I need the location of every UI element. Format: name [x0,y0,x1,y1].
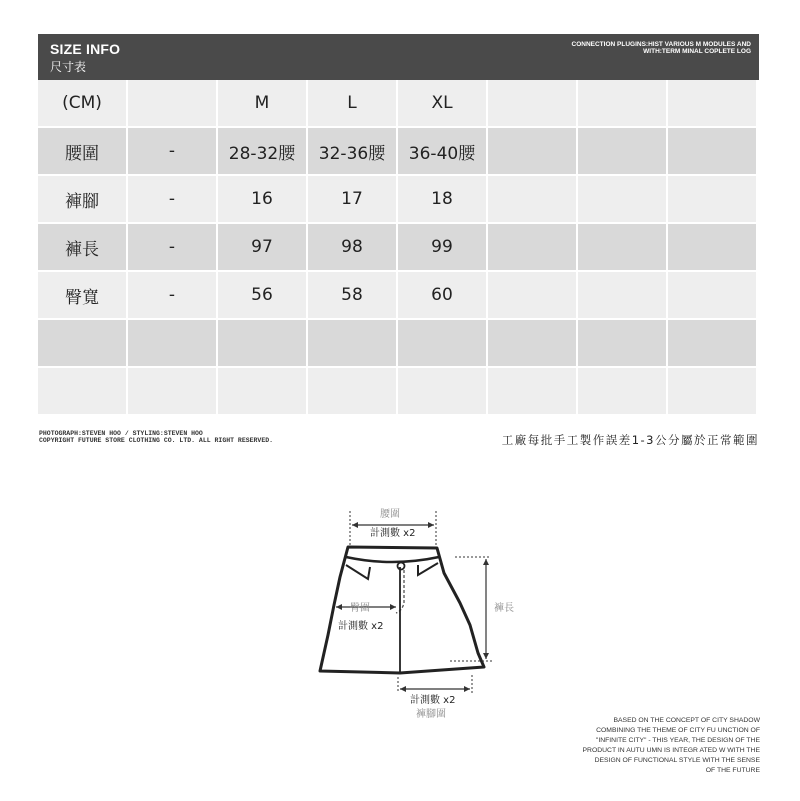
table-cell [667,175,756,223]
table-cell [577,127,667,175]
header-note [572,41,751,55]
table-cell: 臀寬 [38,271,127,319]
table-cell: 褲腳 [38,175,127,223]
table-cell [577,80,667,127]
table-header-row [38,80,756,127]
table-cell: 腰圍 [38,127,127,175]
table-cell: 32-36腰 [307,127,397,175]
concept-line: BASED ON THE CONCEPT OF CITY SHADOW [613,717,760,724]
table-cell [667,271,756,319]
table-cell: 18 [397,175,487,223]
table-cell: 褲長 [38,223,127,271]
table-cell [307,319,397,367]
table-row [38,223,756,271]
table-cell [397,367,487,415]
concept-line: "INFINITE CITY" - THIS YEAR, THE DESIGN OF THE [595,737,760,744]
concept-line: DESIGN OF FUNCTIONAL STYLE WITH THE SENSE [594,757,760,764]
hip-measure-label: 計測數 x2 [338,621,384,632]
size-info-header [38,34,759,80]
header-subtitle: 尺寸表 [50,60,87,74]
table-cell [217,319,307,367]
table-cell: 36-40腰 [397,127,487,175]
table-cell [487,175,577,223]
table-cell: - [127,175,217,223]
concept-text [583,716,760,776]
table-cell [487,223,577,271]
table-row [38,127,756,175]
header-title: SIZE INFO [50,41,121,57]
table-cell [397,319,487,367]
table-row [38,367,756,415]
hem-measure-label: 計測數 x2 [410,695,456,706]
table-cell [667,319,756,367]
hip-label: 臀圍 [350,603,370,614]
table-cell [487,367,577,415]
table-cell: 16 [217,175,307,223]
table-cell [217,367,307,415]
garment-measurement-diagram [300,495,540,725]
table-cell [127,367,217,415]
table-row [38,175,756,223]
credit-line: PHOTOGRAPH:STEVEN HOO / STYLING:STEVEN HOO [39,430,203,437]
table-cell [577,319,667,367]
table-cell [127,80,217,127]
table-cell: XL [397,80,487,127]
size-table [38,80,756,416]
measurement-disclaimer: 工廠每批手工製作誤差1-3公分屬於正常範圍 [501,433,759,447]
table-cell [127,319,217,367]
table-cell: (CM) [38,80,127,127]
table-cell: 58 [307,271,397,319]
hem-label: 褲腳圍 [416,709,446,720]
table-cell [487,271,577,319]
concept-line: PRODUCT IN AUTU UMN IS INTEGR ATED W WITH THE [582,747,760,754]
concept-line: COMBINING THE THEME OF CITY FU UNCTION OF [596,727,760,734]
table-row [38,271,756,319]
table-cell [667,223,756,271]
waist-measure-label: 計測數 x2 [370,528,416,539]
table-cell: 97 [217,223,307,271]
table-cell [577,367,667,415]
table-cell [38,319,127,367]
table-cell [307,367,397,415]
table-cell: - [127,127,217,175]
credit-line: COPYRIGHT FUTURE STORE CLOTHING CO. LTD. ALL RIGHT RESERVED. [39,437,274,444]
table-cell [577,271,667,319]
table-cell [487,319,577,367]
table-row [38,319,756,367]
table-cell [38,367,127,415]
header-note-line: CONNECTION PLUGINS:HIST VARIOUS M MODULES AND [571,41,751,48]
concept-line: OF THE FUTURE [705,767,760,774]
table-cell [487,127,577,175]
table-cell: 17 [307,175,397,223]
header-note-line: WITH:TERM MINAL COPLETE LOG [643,48,751,55]
table-cell: 98 [307,223,397,271]
table-cell: 60 [397,271,487,319]
length-label: 褲長 [494,603,514,614]
table-cell: L [307,80,397,127]
table-cell [577,175,667,223]
table-cell: - [127,271,217,319]
table-cell [577,223,667,271]
table-cell: - [127,223,217,271]
table-cell: M [217,80,307,127]
table-cell: 99 [397,223,487,271]
table-cell [487,80,577,127]
waist-label: 腰圍 [380,509,400,520]
table-cell: 28-32腰 [217,127,307,175]
photo-credits [39,430,273,444]
table-cell [667,367,756,415]
table-cell: 56 [217,271,307,319]
table-cell [667,127,756,175]
table-cell [667,80,756,127]
